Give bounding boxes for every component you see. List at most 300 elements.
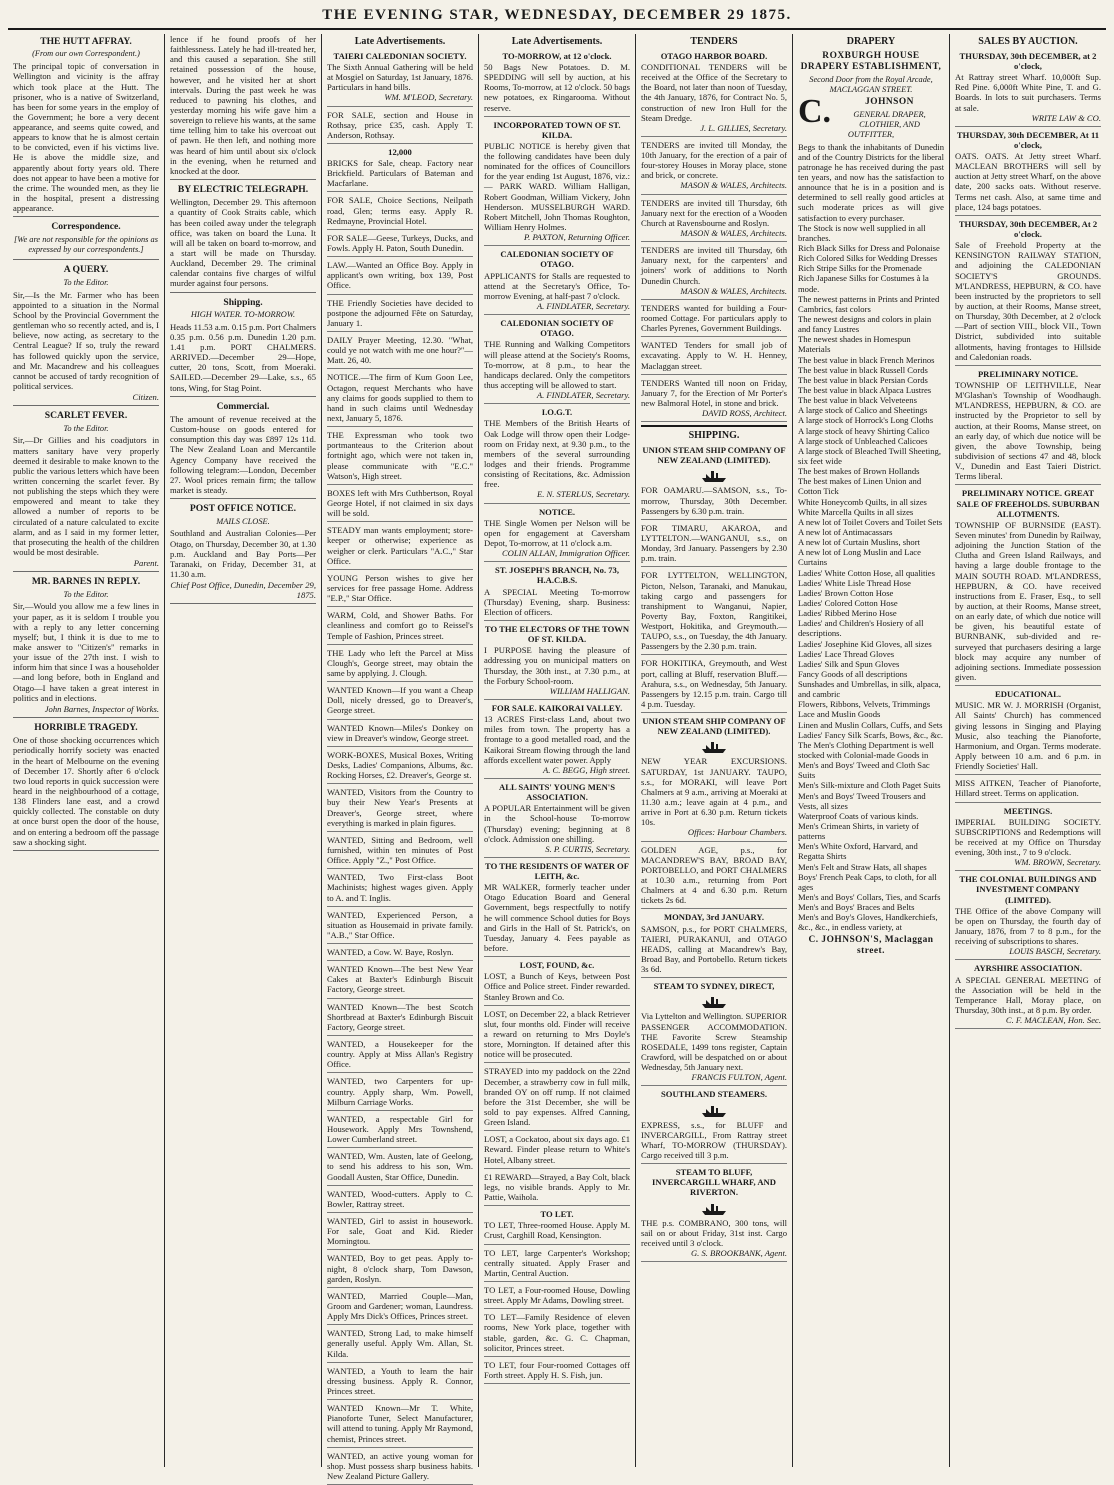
goods-line: The best makes of Linen Union and Cotton Tick [798, 476, 922, 497]
advertisement-title: I.O.G.T. [541, 407, 573, 418]
advertisement [955, 51, 1101, 127]
goods-line: Ladies' Lace Thread Gloves [798, 648, 895, 659]
advertisement [327, 1216, 473, 1250]
advertisement [641, 570, 787, 655]
goods-line: Ladies' Brown Cotton Hose [798, 587, 894, 598]
advertisement [641, 303, 787, 337]
advertisement-body: STRAYED into my paddock on the 22nd December, a strawberry cow in full milk, branded OY on off rump. If not claimed before the 31st December, she will be sold to pay expenses. Alfred Canning, Green Island. [484, 1066, 630, 1128]
advertisement [641, 716, 787, 841]
advertisement [641, 981, 787, 1086]
advertisement-body: 13 ACRES First-class Land, about two miles from town. The property has a frontage to a good metalled road, and the Kaikorai Stream flowing through the land affords excellent water power. Apply [484, 714, 630, 765]
advertisement-body: THE Running and Walking Competitors will please attend at the Society's Rooms, To-morrow, at 8 p.m., to hear the handicaps declared. Only the competitors thus accepting will be allowed to start. [484, 339, 630, 391]
advertisement-body: WORK-BOXES, Musical Boxes, Writing Desks, Ladies' Companions, Albums, &c. Rocking Horses, £2. Dreaver's, George st. [327, 749, 473, 781]
steamship-icon [700, 467, 728, 483]
goods-line: The Men's Clothing Department is well stocked with Colonial-made Goods in Men's and Boys' Tweed and Cloth Sac Suits [798, 739, 934, 781]
advertisement-body: TO LET, a Four-roomed House, Dowling street. Apply Mr Adams, Dowling street. [484, 1284, 630, 1306]
advertisement [484, 1285, 630, 1309]
advertisement-title: CALEDONIAN SOCIETY OF OTAGO. [500, 318, 614, 339]
article-body: The amount of revenue received at the Custom-house on goods entered for consumption this day was £897 12s 11d. The New Zealand Loan and Mercantile Agency Company have received the following telegram:—London, December 27. Wool prices remain firm; the tallow market is steady. [170, 414, 316, 496]
advertisement-body: TO LET—Family Residence of eleven rooms, New York place, together with stable, garden, &c. G. C. Chapman, solicitor, Princes street. [484, 1312, 630, 1353]
article-title: HORRIBLE TRAGEDY. [34, 722, 138, 734]
advertisement-body: APPLICANTS for Stalls are requested to attend at the Secretary's Office, To-morrow Evening, at half-past 7 o'clock. [484, 270, 630, 301]
advertisement-body: FOR SALE—Geese, Turkeys, Ducks, and Fowls. Apply H. Paton, South Dunedin. [327, 232, 473, 254]
advertisement [327, 1366, 473, 1400]
advertisement [327, 233, 473, 257]
advertisement-body: TO LET, large Carpenter's Workshop; centrally situated. Apply Fraser and Martin, Central Auction. [484, 1247, 630, 1278]
advertisement-title: INCORPORATED TOWN OF ST. KILDA. [493, 119, 621, 140]
advertisement-body: THE Friendly Societies have decided to postpone the adjourned Fête on Saturday, January 1. [327, 297, 473, 328]
advertisement [641, 845, 787, 910]
goods-line: A large stock of heavy Shirting Calico [798, 425, 930, 436]
advertisement-body: TO LET, Three-roomed House. Apply M. Crust, Carghill Road, Kensington. [484, 1220, 630, 1241]
advertisement-signature: COLIN ALLAN, Immigration Officer. [501, 548, 630, 559]
advertisement [955, 874, 1101, 960]
advertisement-signature: WRITE LAW & CO. [1031, 112, 1101, 123]
article [13, 221, 159, 260]
advertisement-signature: DAVID ROSS, Architect. [701, 408, 787, 419]
article [170, 297, 316, 397]
advertisement-body: WANTED, Visitors from the Country to buy their New Year's Presents at Dreaver's, George street, where everything is marked in plain figures. [327, 787, 473, 828]
roxburgh-address: Second Door from the Royal Arcade, MACLAGGAN STREET. [809, 74, 933, 94]
advertisement [484, 1209, 630, 1244]
goods-line: The Stock is now well supplied in all branches. [798, 222, 926, 243]
advertisement-body: WANTED, Married Couple—Man, Groom and Gardener; woman, Laundress. Apply Mrs Dick's Offices, Princes street. [327, 1290, 473, 1322]
advertisement [327, 1328, 473, 1362]
advertisement-title: AYRSHIRE ASSOCIATION. [974, 963, 1082, 974]
advertisement [327, 147, 473, 193]
advertisement [484, 407, 630, 503]
advertisement [327, 723, 473, 747]
advertisement [484, 861, 630, 957]
steamship-icon [700, 1200, 728, 1216]
advertisement-signature: P. PAXTON, Returning Officer. [524, 232, 630, 243]
advertisement-signature: G. S. BROOKBANK, Agent. [690, 1247, 787, 1258]
drop-cap-letter: C. [798, 92, 832, 130]
advertisement-body: THE Lady who left the Parcel at Miss Clough's, George street, may obtain the same by applying. J. Clough. [327, 647, 473, 678]
article-body: Southland and Australian Colonies—Per Otago, on Thursday, December 30, at 1.30 p.m. Auckland and Bay Ports—Per Taranaki, on Friday, December 31, at 11.30 a.m. [170, 528, 316, 579]
advertisement-signature: A. FINDLATER, Secretary. [536, 390, 630, 401]
advertisement [484, 1134, 630, 1168]
advertisement [641, 445, 787, 520]
advertisement [327, 1076, 473, 1110]
article [13, 264, 159, 406]
advertisement-title: SOUTHLAND STEAMERS. [660, 1089, 767, 1100]
advertisement [484, 249, 630, 315]
advertisement-body: GOLDEN AGE, p.s., for MACANDREW'S BAY, BROAD BAY, PORTOBELLO, and PORT CHALMERS at 10.30 a.m., returning from Port Chalmers at 4 and 6.30 p.m. Return tickets 2s 6d. [641, 844, 787, 906]
goods-line: Sunshades and Umbrellas, in silk, alpaca, and cambric [798, 679, 941, 700]
advertisement [327, 750, 473, 784]
tenders-shipping-column [635, 34, 792, 1467]
steamship-icon [700, 738, 728, 754]
article-title: BY ELECTRIC TELEGRAPH. [177, 183, 309, 195]
advertisement-body: SAMSON, p.s., for PORT CHALMERS, TAIERI, PURAKANUI, and OTAGO HEADS, calling at Macandrew's Bay, Broad Bay, and Portobello. Return tickets 3s 6d. [641, 923, 787, 975]
late-advertisements-column-1 [321, 34, 478, 1481]
advertisement-signature: J. L. GILLIES, Secretary. [700, 122, 787, 133]
advertisement-signature: S. P. CURTIS, Secretary. [545, 843, 630, 854]
advertisement-body: FOR SALE, Choice Sections, Neilpath road, Glen; terms easy. Apply R. Redmayne, Provincial Hotel. [327, 195, 473, 226]
goods-line: Ladies' Ribbed Merino Hose [798, 608, 897, 619]
advertisement [955, 689, 1101, 775]
advertisement [484, 782, 630, 858]
goods-line: The newest shades in Homespun Materials [798, 334, 911, 355]
roxburgh-goods-list [798, 223, 944, 933]
goods-line: The newest patterns in Prints and Printed Cambrics, fast colors [798, 293, 940, 314]
advertisement-body: WANTED, Wm. Austen, late of Geelong, to send his address to his son, Wm. Goodall Austen, Star Office, Dunedin. [327, 1151, 473, 1182]
advertisement-title: TO-MORROW, at 12 o'clock. [502, 50, 612, 61]
article-subtitle: MAILS CLOSE. [216, 516, 270, 526]
advertisement-title: LOST, FOUND, &c. [519, 960, 595, 971]
article [170, 34, 316, 180]
article-body: One of those shocking occurrences which periodically horrify society was enacted in the heart of Melbourne on the evening of December 17. Shortly after 6 o'clock two loud reports in quick succession were heard in the neighbourhood of a cottage, 138 Flinders lane east, and a crowd quickly collected. The constable on duty at once burst open the door of the house, and on entering a bedroom off the passage saw a shocking sight. [13, 735, 159, 847]
roxburgh-intro: Begs to thank the inhabitants of Dunedin and of the Country Districts for the liberal patronage he has received during the past ten years, and now has the satisfaction to announce that he is in a position and is determined to sell really good articles at such moderate prices as will give satisfaction to every purchaser. [798, 141, 944, 223]
goods-line: The best makes of Brown Hollands [798, 466, 920, 477]
advertisement [955, 778, 1101, 802]
advertisement [327, 835, 473, 869]
article-subtitle: (From our own Correspondent.) [32, 49, 140, 59]
advertisement [327, 335, 473, 369]
advertisement-title: PRELIMINARY NOTICE. [977, 368, 1079, 379]
advertisement [641, 912, 787, 978]
steamship-icon [700, 1102, 728, 1118]
goods-line: Linen and Muslin Collars, Cuffs, and Sets [798, 719, 943, 730]
advertisement-body: A SPECIAL GENERAL MEETING of the Association will be held in the Temperance Hall, Moray place, on Thursday, 30th inst., at 8 p.m. By order. [955, 974, 1101, 1016]
advertisement-body: A POPULAR Entertainment will be given in the School-house To-morrow (Thursday) evening; beginning at 8 o'clock. Admission one shilling. [484, 803, 630, 844]
column-heading: DRAPERY [846, 36, 896, 47]
goods-line: Ladies' and Children's Hosiery of all descriptions. [798, 618, 924, 639]
advertisement-body: TENDERS are invited till Thursday, 6th January next, for the carpenters' and joiners' work of additions to North Dunedin Church. [641, 245, 787, 286]
article-subtitle: To the Editor. [63, 423, 109, 433]
advertisement [484, 1172, 630, 1206]
advertisement-body: WANTED, two Carpenters for up-country. Apply sharp, Wm. Powell, Milburn Carriage Works. [327, 1076, 473, 1107]
advertisement-body: WANTED Known—Miles's Donkey on view in Dreaver's window, George street. [327, 722, 473, 743]
advertisement [484, 960, 630, 1006]
advertisement-title: ALL SAINTS' YOUNG MEN'S ASSOCIATION. [499, 781, 615, 803]
advertisement-title: OTAGO HARBOR BOARD. [660, 50, 768, 61]
advertisement-title: MEETINGS. [1003, 805, 1053, 816]
news-column-2 [164, 34, 321, 1467]
advertisement [955, 219, 1101, 366]
advertisement-body: PUBLIC NOTICE is hereby given that the following candidates have been duly nominated for the offices of Councillors for the year ending 1st August, 1876, viz.:— PARK WARD. William Halligan, Robert Goodman, William Vickery, John Henderson. MUSSELBURGH WARD. Robert Mitchell, John Thomas Roughton, William Henry Holmes. [484, 140, 630, 233]
advertisement-body: I PURPOSE having the pleasure of addressing you on municipal matters on Thursday, the 30th inst., at 7.30 p.m., at the Forbury School-room. [484, 645, 630, 686]
advertisement-title: TO THE RESIDENTS OF WATER OF LEITH, &c. [485, 860, 629, 882]
advertisement [484, 1009, 630, 1064]
advertisement-title: THURSDAY, 30th DECEMBER, at 2 o'clock, [959, 50, 1097, 71]
advertisement-title: NOTICE. [538, 506, 576, 517]
auctions-column [949, 34, 1106, 1467]
article-body: Sir,—Dr Gillies and his coadjutors in matters sanitary have very properly deemed it desirable to make known to the public the various letters which have been written concerning the scarlet fever. By not publishing the steps which they were empowered and meant to take they allowed a number of reports to be circulated of a nature calculated to excite alarm, and as I said in my former letter, that prosecuting the health of the children would be most desirable. [13, 435, 159, 557]
roxburgh-trade: GENERAL DRAPER, CLOTHIER, AND OUTFITTER, [847, 109, 926, 139]
article-title: Correspondence. [51, 221, 121, 233]
article-title: MR. BARNES IN REPLY. [31, 576, 141, 588]
goods-line: The best value in black Alpaca Lustres [798, 384, 932, 395]
advertisement-body: WANTED, an active young woman for shop. Must possess sharp business habits. New Zealand Picture Gallery. [327, 1450, 473, 1481]
advertisement [327, 1151, 473, 1185]
advertisement-body: FOR TIMARU, AKAROA, and LYTTELTON.—WANGANUI, s.s., on Monday, 3rd January. Passengers by 2.30 p.m. train. [641, 522, 787, 564]
goods-line: A new lot of Toilet Covers and Toilet Sets [798, 516, 943, 527]
advertisement [327, 610, 473, 644]
article-signature: John Barnes, Inspector of Works. [44, 703, 159, 714]
advertisement [484, 507, 630, 563]
goods-line: Rich Black Silks for Dress and Polonaise [798, 243, 940, 254]
advertisement [327, 488, 473, 522]
advertisement-title: FOR SALE. KAIKORAI VALLEY. [491, 702, 623, 713]
goods-line: A new lot of Long Muslin and Lace Curtains [798, 547, 921, 568]
advertisement-title: CALEDONIAN SOCIETY OF OTAGO. [500, 249, 614, 270]
article [170, 184, 316, 293]
advertisement-body: WANTED, Boy to get peas. Apply to-night, 8 o'clock sharp, Tom Dawson, garden, Roslyn. [327, 1253, 473, 1284]
advertisement-body: LOST, a Cockatoo, about six days ago. £1 Reward. Finder please return to White's Hotel, Albany street. [484, 1134, 630, 1165]
advertisement [484, 1312, 630, 1357]
advertisement-body: MR WALKER, formerly teacher under Otago Education Board and General Government, begs respectfully to notify he will commence School duties for Boys and Girls in the Hall of St. Patrick's, on Tuesday, January 4. Fees payable as before. [484, 882, 630, 954]
advertisement-body: The Sixth Annual Gathering will be held at Mosgiel on Saturday, 1st January, 1876. Particulars in hand bills. [327, 61, 473, 93]
column-heading: SALES BY AUCTION. [978, 36, 1078, 47]
advertisement [327, 910, 473, 944]
advertisement-body: WANTED, Strong Lad, to make himself generally useful. Apply Wm. Allan, St. Kilda. [327, 1328, 473, 1359]
masthead [8, 6, 1106, 30]
advertisement-body: STEADY man wants employment; store-keeper or otherwise; experience as weigher or clerk. Particulars "A.C.," Star Office. [327, 525, 473, 566]
advertisement-body: A SPECIAL Meeting To-morrow (Thursday) Evening, sharp. Business: Election of officers. [484, 586, 630, 617]
advertisement-body: FOR LYTTELTON, WELLINGTON, Picton, Nelson, Taranaki, and Manukau, taking cargo and passengers for transhipment to Wanganui, Napier, Poverty Bay, Foxton, Rangitikei, Westport, Hokitika, and Greymouth.—TAUPO, s.s., on Tuesday, the 4th January. Passengers by the 2.30 p.m. train. [641, 570, 787, 652]
advertisement-body: WANTED, Girl to assist in housework. For sale, Goat and Kid. Rieder Morningtou. [327, 1216, 473, 1247]
advertisement-title: TO LET. [540, 1209, 574, 1220]
advertisement-signature: MASON & WALES, Architects. [680, 285, 787, 296]
advertisement-title: ST. JOSEPH'S BRANCH, No. 73, H.A.C.B.S. [495, 565, 619, 586]
goods-line: A large stock of Calico and Sheetings [798, 405, 928, 416]
goods-line: White Honeycomb Quilts, in all sizes [798, 496, 927, 507]
article-title: POST OFFICE NOTICE. [189, 503, 297, 515]
advertisement [327, 372, 473, 427]
advertisement-title: THE COLONIAL BUILDINGS AND INVESTMENT COMPANY (LIMITED). [959, 874, 1097, 905]
advertisement-body: IMPERIAL BUILDING SOCIETY. SUBSCRIPTIONS and Redemptions will be received at my Office on Thursday evening, 30th inst., 7 to 9 o'clock. [955, 816, 1101, 858]
advertisement-body: At Rattray street Wharf. 10,000ft Sup. Red Pine. 6,000ft White Pine, T. and G. Boards. In lots to suit purchasers. Terms at sale. [955, 72, 1101, 113]
advertisement-title: EDUCATIONAL. [995, 689, 1061, 700]
advertisement [641, 1089, 787, 1164]
advertisement-body: LOST, a Bunch of Keys, between Post Office and Police street. Finder rewarded. Stanley Brown and Co. [484, 971, 630, 1002]
advertisement-body: WANTED Known—Mr T. White, Pianoforte Tuner, Select Manufacturer, will attend to tuning. Apply Mr Raymond, chemist, Princes street. [327, 1403, 473, 1444]
advertisement-signature: WM. M'LEOD, Secretary. [384, 92, 473, 103]
advertisement-signature: MASON & WALES, Architects. [680, 180, 787, 191]
goods-line: Ladies' Josephine Kid Gloves, all sizes [798, 638, 932, 649]
advertisement-body: WANTED, Wood-cutters. Apply to C. Bowler, Rattray street. [327, 1188, 473, 1209]
advertisement [327, 573, 473, 607]
goods-line: Men's White Oxford, Harvard, and Regatta Shirts [798, 841, 918, 862]
advertisement [641, 1167, 787, 1262]
advertisement [327, 685, 473, 719]
goods-line: The best value in black Velveteens [798, 395, 917, 406]
advertisement-body: £1 REWARD—Strayed, a Bay Colt, black legs, no visible brands. Apply to Mr. Pattie, Waihola. [484, 1171, 630, 1202]
article [170, 401, 316, 499]
advertisement-title: THURSDAY, 30th DECEMBER, At 11 o'clock, [956, 129, 1100, 150]
article-title: Commercial. [216, 400, 270, 412]
goods-line: A large stock of Bleached Twill Sheeting, six feet wide [798, 445, 941, 466]
advertisement [327, 195, 473, 229]
advertisement [955, 963, 1101, 1029]
advertisement-signature: E. N. STERLUS, Secretary. [536, 489, 630, 500]
advertisement-title: 12,000 [388, 146, 412, 157]
advertisement [327, 1451, 473, 1485]
article-subtitle: HIGH WATER. TO-MORROW. [190, 309, 296, 319]
advertisement-body: WANTED, a respectable Girl for Housework. Apply Mrs Townshend, Lower Cumberland street. [327, 1113, 473, 1145]
advertisement [327, 1039, 473, 1073]
article [13, 576, 159, 718]
advertisement-body: WANTED, a Youth to learn the hair dressing business. Apply R. Connor, Princes street. [327, 1365, 473, 1396]
advertisement-body: THE Members of the British Hearts of Oak Lodge will throw open their Lodge-room on Friday next, at 9.30 p.m., to the members of the several surrounding lodges and their friends. Programme consisting of Recitations, &c. Admission free. [484, 418, 630, 490]
goods-line: A new lot of Antimacassars [798, 526, 893, 537]
advertisement-title: UNION STEAM SHIP COMPANY OF NEW ZEALAND (LIMITED). [642, 716, 786, 737]
goods-line: The newest designs and colors in plain and fancy Lustres [798, 314, 932, 335]
goods-line: Ladies' White Cotton Hose, all qualities [798, 567, 935, 578]
advertisement-body: BOXES left with Mrs Cuthbertson, Royal George Hotel, if not claimed in six days will be sold. [327, 487, 473, 519]
advertisement-body: OATS. OATS. At Jetty street Wharf. MACLEAN BROTHERS will sell by auction at Jetty street Wharf, on the above date, 200 sacks oats. Without reserve. Terms net cash. Also, at same time and place, 124 bags potatoes. [955, 151, 1101, 212]
advertisement-body: CONDITIONAL TENDERS will be received at the Office of the Secretary to the Board, not later than noon of Tuesday, the 4th January, 1876, for Contract No. 5, construction of new Iron Hull for the Steam Dredge. [641, 61, 787, 123]
article-body: Sir,—Is the Mr. Farmer who has been appointed to a situation in the Normal School by the Provincial Government the gentleman who so recently acted, and is, I believe, now acting, as secretary to the Central League? If so, truly the reward has followed quickly upon the service, and Mr. Macandrew and his colleagues cannot be accused of tardy recognition of political services. [13, 289, 159, 391]
advertisement [484, 1248, 630, 1282]
goods-line: Lace and Muslin Goods [798, 709, 881, 720]
news-column-1 [8, 34, 164, 1467]
article-signature: Citizen. [132, 392, 159, 403]
article-body: Heads 11.53 a.m. 0.15 p.m. Port Chalmers 0.35 p.m. 0.56 p.m. Dunedin 1.20 p.m. 1.41 p.m. PORT CHALMERS. ARRIVED.—December 29—Hope, cutter, 20 tons, Scott, from Moeraki. SAILED.—December 29—Lake, s.s., 65 tons, Wing, for Stag Point. [170, 321, 316, 393]
advertisement [955, 806, 1101, 872]
advertisement-body: EXPRESS, s.s., for BLUFF and INVERCARGILL, From Rattray street Wharf, TO-MORROW (THURSDAY). Cargo received till 3 p.m. [641, 1119, 787, 1160]
article-signature: Chief Post Office, Dunedin, December 29, 1875. [170, 580, 316, 601]
advertisement-title: TO THE ELECTORS OF THE TOWN OF ST. KILDA. [484, 623, 630, 645]
goods-line: Men's Silk-mixture and Cloth Paget Suits [798, 780, 941, 791]
advertisement-body: THE Expressman who took two portmanteaus to the Criterion about fortnight ago, which were not taken in, please communicate with "E.C." Watson's, High street. [327, 430, 473, 481]
advertisement-title: THURSDAY, 30th DECEMBER, At 2 o'clock. [958, 218, 1098, 240]
advertisement [641, 198, 787, 243]
goods-line: A new lot of Curtain Muslins, short [798, 537, 920, 548]
roxburgh-name: JOHNSON [865, 96, 914, 107]
advertisement [327, 947, 473, 961]
advertisement-signature: MASON & WALES, Architects. [680, 228, 787, 239]
advertisement-body: WARM, Cold, and Shower Baths. For cleanliness and comfort go to Reissel's Temple of Fashion, Princes street. [327, 610, 473, 641]
article-body: lence if he found proofs of her faithlessness. Lately he had ill-treated her, and this caused a separation. She still retained possession of the house, however, and he visited her at short intervals. During the past week he was reduced to pawning his clothes, and yesterday morning his wife gave him a sovereign to relieve his wants, at the same time telling him to take his overcoat out of pawn. He then left, and nothing more was heard of him until about six o'clock in the evening, when he returned and knocked at the door. [170, 34, 316, 176]
advertisement [641, 658, 787, 713]
article-title: Shipping. [223, 296, 263, 308]
advertisement-body: TENDERS wanted for building a Four-roomed Cottage. For particulars apply to Charles Pyrenes, Government Buildings. [641, 302, 787, 334]
advertisement-body: Sale of Freehold Property at the KENSINGTON RAILWAY STATION, and adjoining the CALEDONIAN SOCIETY'S GROUNDS. M'LANDRESS, HEPBURN, & CO. have been instructed by the proprietors to sell by auction, at their Rooms, Manse street, on Thursday, 30th December, at 2 o'clock—Part of section VIII., block VII., Town District, subdivided into suitable allotments, having frontages to Hillside and Caledonian roads. [955, 240, 1101, 362]
advertisement [327, 110, 473, 144]
roxburgh-footer: C. JOHNSON'S, Maclaggan street. [808, 934, 934, 956]
advertisement-body: WANTED Known—The best Scotch Shortbread at Baxter's Edinburgh Biscuit Factory, George street. [327, 1001, 473, 1032]
advertisement-body: WANTED, Experienced Person, a situation as Housemaid in private family. "A.B.," Star Office. [327, 909, 473, 940]
goods-line: The best value in black Persian Cords [798, 374, 928, 385]
advertisement-body: WANTED Known—The best New Year Cakes at Baxter's Edinburgh Biscuit Factory, George street. [327, 964, 473, 995]
goods-line: Rich Stripe Silks for the Promenade [798, 263, 922, 274]
advertisement-body: TENDERS Wanted till noon on Friday, January 7, for the Erection of Mr Porter's new Balmoral Hotel, in stone and brick. [641, 377, 787, 409]
goods-line: Men's Crimean Shirts, in variety of patterns [798, 821, 919, 842]
advertisement-signature: Offices: Harbour Chambers. [687, 827, 787, 838]
article [170, 503, 316, 604]
advertisement [484, 1066, 630, 1131]
masthead-title: THE EVENING STAR, WEDNESDAY, DECEMBER 29 1875. [322, 7, 792, 23]
advertisement [484, 120, 630, 247]
advertisement [641, 51, 787, 137]
article-title: A QUERY. [63, 264, 109, 276]
advertisement [484, 318, 630, 404]
advertisement-body: WANTED, Sitting and Bedroom, well furnished, within ten minutes of Post Office. Apply "Z.," Post Office. [327, 834, 473, 866]
advertisement-body: TOWNSHIP OF BURNSIDE (EAST). Seven minutes' from Dunedin by Railway, adjoining the Junction Station of the Clutha and Green Island Railways, and having a large double frontage to the MAIN SOUTH ROAD. M'LANDRESS, HEPBURN, & CO. have received instructions from E. Fraser, Esq., to sell by auction, at their Rooms, Manse street, on an early date, of which due notice will be given, his beautiful estate of BURNBANK, sub-divided and re-surveyed that purchasers desiring a large block may acquire any number of adjoining sections. Immediate possession given. [955, 519, 1101, 682]
advertisement-body: TENDERS are invited till Thursday, 6th January next for the erection of a Wooden Church at Ravensbourne and Roslyn. [641, 197, 787, 228]
advertisement [327, 1189, 473, 1213]
advertisement-body: LOST, on December 22, a black Retriever slut, four months old. Finder will receive a reward on returning to Mrs Doyle's store, Mornington. If detained after this notice will be prosecuted. [484, 1008, 630, 1060]
advertisement [327, 525, 473, 570]
advertisement [327, 1002, 473, 1036]
article-title: THE HUTT AFFRAY. [40, 36, 132, 47]
advertisement-signature: C. F. MACLEAN, Hon. Sec. [1005, 1015, 1101, 1026]
advertisement-body: 50 Bags New Potatoes. D. M. SPEDDING will sell by auction, at his Rooms, To-morrow, at 12 o'clock. 50 bags new potatoes, ex Ringarooma. Without reserve. [484, 61, 630, 113]
goods-line: A large stock of Horrock's Long Cloths [798, 415, 934, 426]
article [13, 722, 159, 851]
article-title: SCARLET FEVER. [44, 410, 128, 422]
section-divider [641, 425, 787, 427]
advertisement [327, 430, 473, 485]
advertisement [484, 703, 630, 779]
goods-line: The best value in black French Merinos [798, 354, 935, 365]
advertisement-body: BRICKS for Sale, cheap. Factory near Brickfield. Particulars of Bateman and Macfarlane. [327, 158, 473, 189]
column-container [8, 34, 1106, 1481]
goods-line: Boys' French Peak Caps, to cloth, for all ages [798, 871, 937, 892]
article-body: Sir,—Would you allow me a few lines in your paper, as it is seldom I trouble you with a reply to any letter concerning myself; but, I think it is due to me to make answer to "Citizen's" remarks in your issue of the 27th inst. I wish to inform him that since I was a householder—and long before, both in England and Otago—I have taken a great interest in politics and in elections. [13, 601, 159, 703]
article-body: Wellington, December 29. This afternoon a quantity of Cook Straits cable, which has been coiled away under the telegraph office, was taken on board the Luna. It will all be taken on board to-morrow, and a start will be made on Thursday. Auckland, December 29. The criminal calendar contains five charges of wilful murder against four persons. [170, 197, 316, 289]
goods-line: Waterproof Coats of various kinds. [798, 810, 919, 821]
goods-line: Flowers, Ribbons, Velvets, Trimmings [798, 699, 931, 710]
goods-line: Ladies' Fancy Silk Scarfs, Bows, &c., &c. [798, 729, 943, 740]
advertisement-body: FOR HOKITIKA, Greymouth, and West port, calling at Bluff, reservation Bluff.—Arahura, s.s., on Wednesday, 5th January. Passengers by 12.15 p.m. train. Cargo till 4 p.m. Tuesday. [641, 658, 787, 710]
roxburgh-title: ROXBURGH HOUSE DRAPERY ESTABLISHMENT, [800, 50, 942, 72]
advertisement-body: THE Office of the above Company will be open on Thursday, the fourth day of January, 1876, from 7 to 8 p.m., for the receiving of subscriptions to shares. [955, 905, 1101, 947]
goods-line: Men's and Boy's Gloves, Handkerchiefs, &c., &c., in endless variety, at [798, 912, 938, 933]
advertisement-body: DAILY Prayer Meeting, 12.30. "What, could ye not watch with me one hour?"—Matt. 26, 40. [327, 335, 473, 366]
advertisement [327, 298, 473, 332]
advertisement [327, 51, 473, 107]
advertisement [327, 1253, 473, 1287]
goods-line: Men's and Boys' Collars, Ties, and Scarfs [798, 892, 941, 903]
advertisement [327, 1403, 473, 1448]
advertisement-signature: A. FINDLATER, Secretary. [536, 301, 630, 312]
goods-line: White Marcella Quilts in all sizes [798, 506, 914, 517]
advertisement [484, 1360, 630, 1384]
article-subtitle: To the Editor. [63, 589, 109, 599]
advertisement-body: LAW.—Wanted an Office Boy. Apply in applicant's own writing, box 139, Post Office. [327, 260, 473, 291]
goods-line: Men's and Boys' Braces and Belts [798, 902, 915, 913]
goods-line: Men's Felt and Straw Hats, all shapes [798, 861, 927, 872]
column-heading: Late Advertisements. [354, 36, 446, 47]
advertisement-body: THE p.s. COMBRANO, 300 tons, will sail on or about Friday, 31st inst. Cargo received until 3 o'clock. [641, 1217, 787, 1248]
advertisement-title: UNION STEAM SHIP COMPANY OF NEW ZEALAND (LIMITED). [642, 445, 786, 466]
advertisement-body: MISS AITKEN, Teacher of Pianoforte, Hillard street. Terms on application. [955, 778, 1101, 799]
article [13, 410, 159, 572]
advertisement-title: STEAM TO BLUFF, INVERCARGILL WHARF, AND RIVERTON. [652, 1167, 776, 1198]
advertisement-body: WANTED, a Housekeeper for the country. Apply at Miss Allan's Registry Office. [327, 1039, 473, 1070]
advertisement-title: TAIERI CALEDONIAN SOCIETY. [333, 50, 467, 61]
advertisement-body: NOTICE.—The firm of Kum Goon Lee, Octagon, request Merchants who have any claims for goods supplied to them to hand in such claims until Wednesday next, January 5, 1876. [327, 372, 473, 424]
advertisement-body: YOUNG Person wishes to give her services for free passage Home. Address "E.P.," Star Office. [327, 572, 473, 604]
advertisement-body: WANTED Tenders for small job of excavating. Apply to W. H. Henney, Maclaggan street. [641, 340, 787, 371]
column-heading: Late Advertisements. [511, 36, 603, 47]
advertisement-signature: A. C. BEGG, High street. [542, 764, 630, 775]
advertisement-body: THE Single Women per Nelson will be open for engagement at Caversham Depot, To-morrow, at 11 o'clock a.m. [484, 517, 630, 548]
advertisement-title: STEAM TO SYDNEY, DIRECT, [653, 981, 775, 992]
roxburgh-house-column [792, 34, 949, 1467]
goods-line: The best value in black Russell Cords [798, 364, 928, 375]
advertisement-signature: LOUIS BASCH, Secretary. [1009, 946, 1101, 957]
late-advertisements-column-2 [478, 34, 635, 1467]
goods-line: Ladies' Silk and Spun Gloves [798, 658, 900, 669]
advertisement [641, 245, 787, 300]
goods-line: Fancy Goods of all descriptions [798, 668, 908, 679]
shipping-heading: SHIPPING. [688, 430, 740, 442]
